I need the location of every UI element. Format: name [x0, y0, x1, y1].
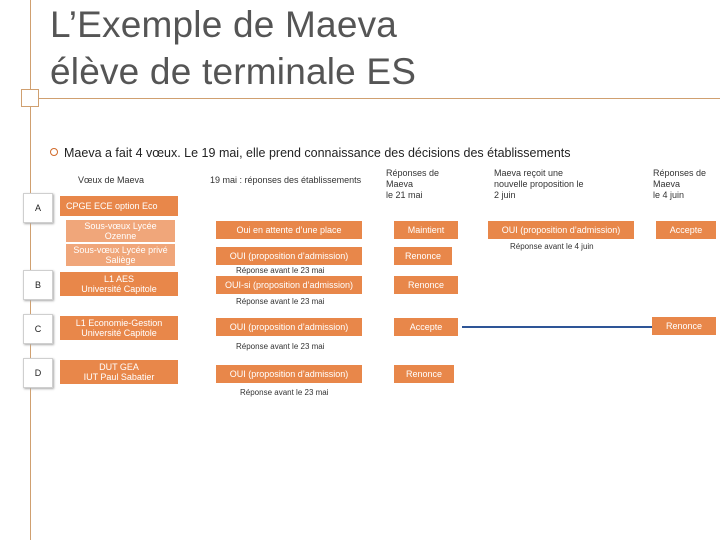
voeu-a-sub2-line2: Saliège [105, 255, 136, 265]
letter-marker-b: B [23, 270, 53, 300]
letter-marker-a: A [23, 193, 53, 223]
nouvelle-proposition-a: OUI (proposition d’admission) [488, 221, 634, 239]
header-reponses-21-line2: Maeva [386, 179, 414, 189]
header-nouvelle-proposition [494, 168, 584, 201]
header-reponses-4-juin [653, 168, 706, 201]
etab-c-response: OUI (proposition d’admission) [216, 318, 362, 336]
voeu-d-line2: IUT Paul Sabatier [83, 372, 155, 382]
etab-a2-response: OUI (proposition d’admission) [216, 247, 362, 265]
header-nouvelle-line3: 2 juin [494, 190, 516, 200]
etab-a1-response: Oui en attente d’une place [216, 221, 362, 239]
intro-text: Maeva a fait 4 vœux. Le 19 mai, elle prend connaissance des décisions des établissements [64, 146, 571, 160]
reponse-21-a2: Renonce [394, 247, 452, 265]
reponse-21-a1: Maintient [394, 221, 458, 239]
intro-bullet [50, 146, 571, 160]
deadline-note-d: Réponse avant le 23 mai [240, 388, 329, 397]
reponse-21-c: Accepte [394, 318, 458, 336]
header-reponses-4-line2: Maeva [653, 179, 681, 189]
header-reponses-4-line1: Réponses de [653, 168, 707, 178]
voeu-b-aes [60, 272, 178, 296]
voeu-d-dut-gea [60, 360, 178, 384]
voeu-a-sub1-line2: Ozenne [104, 231, 137, 241]
title-line-2: élève de terminale ES [50, 51, 417, 92]
header-reponses-21-line3: le 21 mai [386, 190, 423, 200]
header-reponses-21-mai [386, 168, 439, 201]
voeu-d-line1: DUT GEA [99, 362, 139, 372]
title-line-1: L’Exemple de Maeva [50, 4, 398, 45]
header-nouvelle-line2: nouvelle proposition le [494, 179, 584, 189]
reponse-21-d: Renonce [394, 365, 454, 383]
voeu-b-line2: Université Capitole [81, 284, 157, 294]
header-reponses-4-line3: le 4 juin [653, 190, 685, 200]
bullet-icon [50, 148, 58, 156]
header-reponses-21-line1: Réponses de [386, 168, 440, 178]
voeu-a-sub1-line1: Sous-vœux Lycée [84, 221, 157, 231]
timeline-arrow-c [462, 326, 652, 328]
deadline-note-juin: Réponse avant le 4 juin [510, 242, 594, 251]
voeu-a-sous-voeu-ozenne [66, 220, 175, 242]
deadline-note-b: Réponse avant le 23 mai [236, 297, 325, 306]
voeu-c-line2: Université Capitole [81, 328, 157, 338]
letter-marker-c: C [23, 314, 53, 344]
voeu-a-sub2-line1: Sous-vœux Lycée privé [73, 245, 168, 255]
etab-b-response: OUI-si (proposition d’admission) [216, 276, 362, 294]
reponse-4-c: Renonce [652, 317, 716, 335]
voeu-c-economie-gestion [60, 316, 178, 340]
slide-horizontal-rule [30, 98, 720, 99]
voeu-b-line1: L1 AES [103, 274, 135, 284]
header-voeux: Vœux de Maeva [78, 175, 145, 185]
header-reponses-etablissements: 19 mai : réponses des établissements [210, 175, 362, 185]
deadline-note-a2: Réponse avant le 23 mai [236, 266, 325, 275]
voeu-c-line1: L1 Economie-Gestion [75, 318, 163, 328]
etab-d-response: OUI (proposition d’admission) [216, 365, 362, 383]
reponse-4-a: Accepte [656, 221, 716, 239]
reponse-21-b: Renonce [394, 276, 458, 294]
slide-corner-square [21, 89, 39, 107]
voeu-a-sous-voeu-saliege [66, 244, 175, 266]
deadline-note-c: Réponse avant le 23 mai [236, 342, 325, 351]
voeu-a-cpge: CPGE ECE option Eco [60, 196, 178, 216]
header-nouvelle-line1: Maeva reçoit une [494, 168, 564, 178]
letter-marker-d: D [23, 358, 53, 388]
